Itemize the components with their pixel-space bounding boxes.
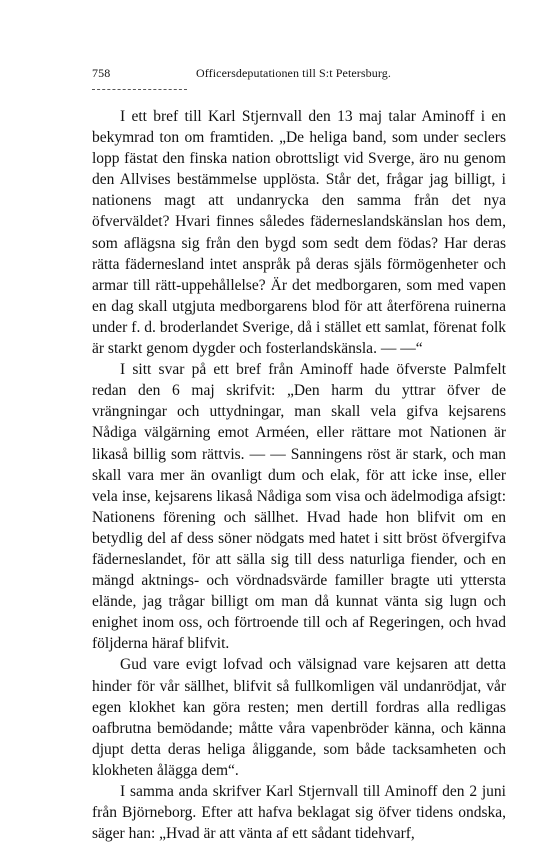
paragraph-palmfelt-continued: Gud vare evigt lofvad och välsignad vare kejsaren att detta hinder för vår sällhet, blifvit så fullkomligen väl undanrödjat, vår egen klokhet kan göra resten; men dertill fordras alla redligas oafbrutna bemödande; måtte våra vapenbröder känna, och känna djupt detta deras heliga åliggande, som både tacksamheten och klokheten ålägga dem“. <box>92 656 506 779</box>
paragraph-stjernvall-letter: I samma anda skrifver Karl Stjernvall till Aminoff den 2 juni från Björneborg. Efter att hafva beklagat sig öfver tidens ondska, säger han: „Hvad är att vänta af ett sådant tidehvarf, <box>92 783 506 843</box>
header-rule <box>92 89 187 90</box>
running-head <box>92 66 506 84</box>
running-head-title: Officersdeputationen till S:t Petersburg. <box>196 66 391 80</box>
page-number: 758 <box>92 66 111 80</box>
paragraph-palmfelt-reply: I sitt svar på ett bref från Aminoff hade öfverste Palmfelt redan den 6 maj skrifvit: „Den harm du yttrar öfver de vrängningar och uttydningar, man skall vela gifva kejsarens Nådiga välgärning emot Arméen, eller rättare mot Nationen är likaså billig som rättvis. — — Sanningens röst är stark, och man skall vara mer än ovanligt dum och elak, för att icke inse, eller vela inse, kejsarens likaså Nådiga som visa och ädelmodiga afsigt: Nationens förening och sällhet. Hvad hade hon blifvit om en betydlig del af dess söner nödgats med hatet i sitt bröst öfvergifva fäderneslandet, för att sälla sig till dess naturliga fiender, och en mängd aktnings- och vördnadsvärde familler bragte uti yttersta elände, jag trågar billigt om man då kunnat vänta sig lugn och enighet inom oss, och förtroende till och af Regeringen, och hvad följderna häraf blifvit. <box>92 361 506 653</box>
paragraph-aminoff-letter: I ett bref till Karl Stjernvall den 13 maj talar Aminoff i en bekymrad ton om framtiden. „De heliga band, som under seclers lopp fästat den finska nation obrottsligt vid Sverge, äro nu genom den Allvises bestämmelse upplösta. Står det, frågar jag billigt, i nationens magt att undanrycka den samma från det nya öfverväldet? Hvari finnes således fäderneslandskänslan hos dem, som aflägsna sig från den bygd som sedt dem födas? Har deras rätta fädernesland intet anspråk på deras själs förmögenheter och armar till rätt-uppehållelse? Är det medborgaren, som med vapen en dag skall utgjuta medborgarens blod för att återförena ruinerna under f. d. broderlandet Sverige, då i stället ett samlat, förenat folk är starkt genom dygder och fosterlandskänsla. — —“ <box>92 108 506 358</box>
body-text <box>92 106 506 844</box>
